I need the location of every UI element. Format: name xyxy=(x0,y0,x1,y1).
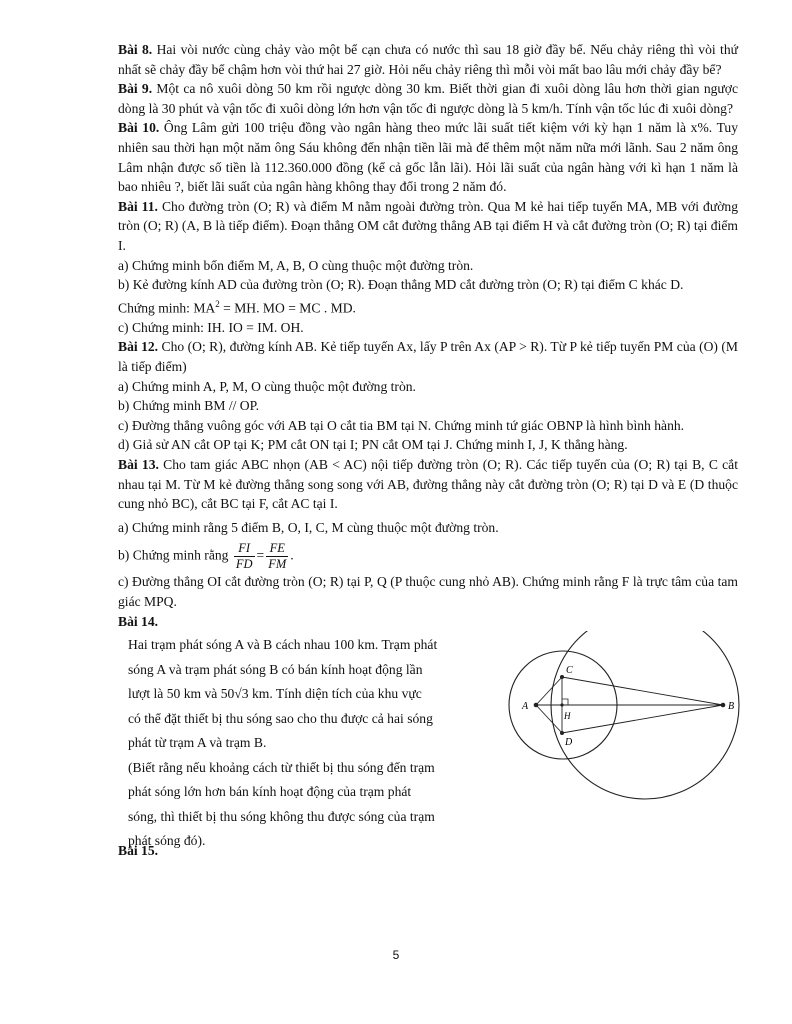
point-d xyxy=(560,731,564,735)
problem-11-a: a) Chứng minh bốn điểm M, A, B, O cùng thuộc một đường tròn. xyxy=(118,257,474,273)
label-a: A xyxy=(522,701,529,713)
point-a xyxy=(534,703,539,708)
problem-8-label: Bài 8. xyxy=(118,42,153,57)
problem-13 xyxy=(118,455,738,514)
problem-11-text: Cho đường tròn (O; R) và điểm M nằm ngoài đường tròn. Qua M kẻ hai tiếp tuyến MA, MB với đường tròn (O; R) (A, B là tiếp điểm). Đoạn thẳng OM cắt đường thẳng AB tại điểm H và cắt đường tròn (O; R) tại điểm I. xyxy=(118,198,739,253)
problem-15-label: Bài 15. xyxy=(118,843,159,859)
problem-14-label: Bài 14. xyxy=(118,613,159,629)
problem-14-line: có thể đặt thiết bị thu sóng sao cho thu được cả hai sóng xyxy=(128,710,433,726)
problem-13-b-suffix: . xyxy=(290,548,294,563)
segment-cb xyxy=(562,677,723,705)
problem-9-label: Bài 9. xyxy=(118,81,153,97)
problem-13-text: Cho tam giác ABC nhọn (AB < AC) nội tiếp đường tròn (O; R). Các tiếp tuyến của (O; R) tại B, C cắt nhau tại M. Từ M kẻ đường thẳng song song với AB, đường thẳng này cắt đường tròn (O; R) tại D và E (D thuộc cung nhỏ BC), cắt BC tại F, cắt AC tại I. xyxy=(118,457,738,512)
problem-9-text: Một ca nô xuôi dòng 50 km rồi ngược dòng 30 km. Biết thời gian đi xuôi dòng lâu hơn thời gian ngược dòng là 30 phút và vận tốc đi xuôi dòng lớn hơn vận tốc đi ngược dòng là 5 km/h. Tính vận tốc lúc đi xuôi dòng? xyxy=(118,81,739,116)
problem-14-body xyxy=(118,633,738,849)
segment-ad xyxy=(536,705,562,733)
problem-8-text: Hai vòi nước cùng chảy vào một bể cạn chưa có nước thì sau 18 giờ đầy bể. Nếu chảy riêng thì vòi thứ nhất sẽ chảy đầy bể chậm hơn vòi thứ hai 27 giờ. Hỏi nếu chảy riêng thì mỗi vòi mất bao lâu mới chảy đầy bể? xyxy=(118,42,738,77)
point-h xyxy=(560,704,563,707)
fraction-fe-fm xyxy=(266,541,288,572)
document-page xyxy=(118,40,738,861)
problem-12-a: a) Chứng minh A, P, M, O cùng thuộc một đường tròn. xyxy=(118,378,416,394)
label-h: H xyxy=(564,711,571,722)
fraction-denominator: FD xyxy=(235,557,253,572)
point-b xyxy=(721,703,726,708)
problem-10 xyxy=(118,118,738,196)
problem-12-d: d) Giả sử AN cắt OP tại K; PM cắt ON tại I; PN cắt OM tại J. Chứng minh I, J, K thẳng hàng. xyxy=(118,437,628,453)
two-circles-figure xyxy=(492,631,740,845)
segment-ac xyxy=(536,677,562,705)
circle-b xyxy=(551,631,739,799)
fraction-fi-fd xyxy=(234,541,255,572)
problem-14 xyxy=(118,612,738,632)
point-c xyxy=(560,675,564,679)
problem-13-a: a) Chứng minh rằng 5 điểm B, O, I, C, M cùng thuộc một đường tròn. xyxy=(118,519,499,535)
problem-12-c: c) Đường thẳng vuông góc với AB tại O cắt tia BM tại N. Chứng minh tứ giác OBNP là hình bình hành. xyxy=(118,417,685,433)
problem-10-label: Bài 10. xyxy=(118,120,160,136)
problem-14-line: Hai trạm phát sóng A và B cách nhau 100 km. Trạm phát xyxy=(128,637,438,653)
equals-sign: = xyxy=(256,548,265,563)
problem-13-c: c) Đường thẳng OI cắt đường tròn (O; R) tại P, Q (P thuộc cung nhỏ AB). Chứng minh rằng F là trực tâm của tam giác MPQ. xyxy=(118,574,738,609)
problem-8 xyxy=(118,40,738,79)
problem-14-line: phát sóng lớn hơn bán kính hoạt động của trạm phát xyxy=(128,784,412,800)
problem-14-text xyxy=(128,633,488,854)
problem-11-b: b) Kẻ đường kính AD của đường tròn (O; R). Đoạn thẳng MD cắt đường tròn (O; R) tại điểm C khác D. xyxy=(118,277,684,293)
problem-11-c: c) Chứng minh: IH. IO = IM. OH. xyxy=(118,319,304,335)
problem-12-b: b) Chứng minh BM // OP. xyxy=(118,398,260,414)
fraction-numerator: FI xyxy=(234,541,255,557)
segment-db xyxy=(562,705,723,733)
problem-11 xyxy=(118,197,738,256)
problem-14-line: phát từ trạm A và trạm B. xyxy=(128,735,267,751)
problem-10-text: Ông Lâm gửi 100 triệu đồng vào ngân hàng theo mức lãi suất tiết kiệm với kỳ hạn 1 năm là x%. Tuy nhiên sau thời hạn một năm ông Sáu không đến nhận tiền lãi mà để thêm một năm nữa mới lãnh. Sau 2 năm ông Lâm nhận được số tiền là 112.360.000 đồng (kể cả gốc lẫn lãi). Hỏi lãi suất của ngân hàng với kì hạn 1 năm là bao nhiêu ?, biết lãi suất của ngân hàng không thay đổi trong 2 năm đó. xyxy=(118,120,738,195)
problem-11-b-proof-exponent: 2 xyxy=(215,298,220,309)
problem-14-line: phát sóng đó). xyxy=(128,833,206,849)
problem-14-line: sóng, thì thiết bị thu sóng không thu được sóng của trạm xyxy=(128,808,435,824)
page-number: 5 xyxy=(392,948,400,962)
problem-13-b xyxy=(118,541,738,572)
problem-14-line: lượt là 50 km và 50√3 km. Tính diện tích của khu vực xyxy=(128,686,422,702)
problem-9 xyxy=(118,79,738,118)
fraction-numerator: FE xyxy=(266,541,288,557)
problem-11-b-proof-suffix: = MH. MO = MC . MD. xyxy=(219,300,356,316)
label-d: D xyxy=(565,737,573,749)
problem-13-b-prefix: b) Chứng minh rằng xyxy=(118,548,232,563)
problem-14-line: (Biết rằng nếu khoảng cách từ thiết bị thu sóng đến trạm xyxy=(128,759,435,775)
problem-12-label: Bài 12. xyxy=(118,339,159,355)
problem-11-b-proof xyxy=(118,295,738,318)
problem-14-line: sóng A và trạm phát sóng B có bán kính hoạt động lần xyxy=(128,661,423,677)
label-b: B xyxy=(728,701,735,713)
problem-11-b-proof-prefix: Chứng minh: MA xyxy=(118,300,216,316)
problem-12-text: Cho (O; R), đường kính AB. Kẻ tiếp tuyến Ax, lấy P trên Ax (AP > R). Từ P kẻ tiếp tuyến PM của (O) (M là tiếp điểm) xyxy=(118,339,739,375)
problem-11-label: Bài 11. xyxy=(118,198,158,214)
fraction-denominator: FM xyxy=(268,557,287,572)
problem-12 xyxy=(118,337,738,376)
label-c: C xyxy=(566,665,573,677)
problem-13-label: Bài 13. xyxy=(118,457,159,472)
